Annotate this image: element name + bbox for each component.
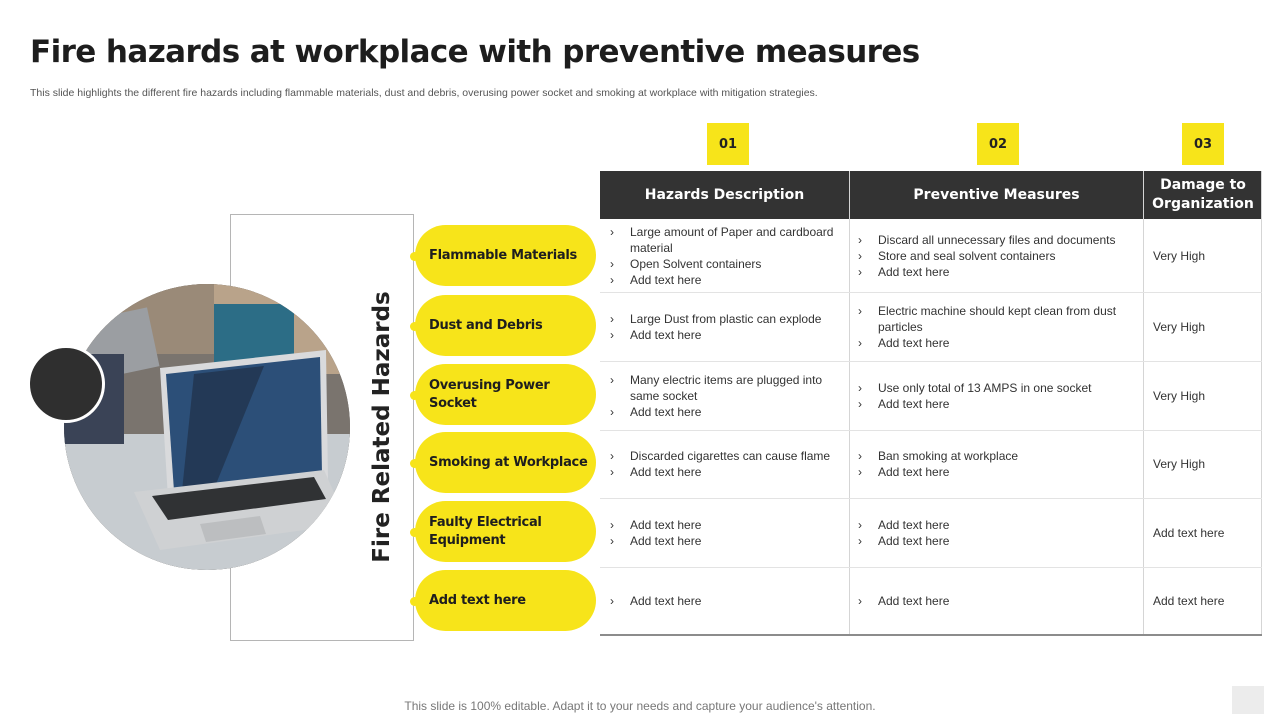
header-damage-to-organization: Damage to Organization (1144, 171, 1262, 219)
bullet-item: › Add text here (610, 533, 842, 549)
bullet-item: › Many electric items are plugged into same socket (610, 372, 842, 404)
bullet-item: › Store and seal solvent containers (858, 248, 1138, 264)
bullet-item: › Add text here (858, 517, 1138, 533)
hazard-pill: Add text here (415, 570, 596, 631)
table-bottom-border (600, 634, 1262, 636)
vertical-section-label: Fire Related Hazards (369, 291, 395, 563)
hazard-pill: Overusing Power Socket (415, 364, 596, 425)
hazard-pill: Smoking at Workplace (415, 432, 596, 493)
bullet-item: › Add text here (610, 464, 842, 480)
damage-level-cell: Very High (1153, 248, 1206, 263)
corner-placeholder (1232, 686, 1264, 714)
damage-level-cell: Very High (1153, 319, 1206, 334)
header-preventive-measures: Preventive Measures (850, 171, 1143, 219)
hazard-description-cell (610, 498, 842, 567)
bullet-item: › Add text here (858, 396, 1138, 412)
bullet-item: › Add text here (610, 593, 842, 609)
bullet-item: › Add text here (858, 464, 1138, 480)
bullet-item: › Add text here (858, 533, 1138, 549)
damage-level-cell: Very High (1153, 388, 1206, 403)
bullet-item: › Discarded cigarettes can cause flame (610, 448, 842, 464)
header-hazards-description: Hazards Description (600, 171, 849, 219)
laptop-photo (64, 284, 350, 570)
damage-level-cell: Add text here (1153, 525, 1225, 540)
hazard-description-cell (610, 567, 842, 634)
hazard-pill: Dust and Debris (415, 295, 596, 356)
hazard-pill: Flammable Materials (415, 225, 596, 286)
bullet-item: › Add text here (858, 264, 1138, 280)
hazard-description-cell (610, 219, 842, 292)
bullet-item: › Add text here (610, 272, 842, 288)
bullet-item: › Ban smoking at workplace (858, 448, 1138, 464)
column-number-badge: 02 (977, 123, 1019, 165)
hazard-pill: Faulty Electrical Equipment (415, 501, 596, 562)
preventive-measure-cell (858, 430, 1138, 498)
hazard-description-cell (610, 361, 842, 430)
damage-level-cell: Very High (1153, 457, 1206, 471)
preventive-measure-cell (858, 219, 1138, 292)
bullet-item: › Add text here (610, 404, 842, 420)
bullet-item: › Add text here (858, 593, 1138, 609)
footer-note: This slide is 100% editable. Adapt it to your needs and capture your audience's attention. (404, 699, 876, 713)
slide-title: Fire hazards at workplace with preventive measures (30, 34, 920, 70)
bullet-item: › Large Dust from plastic can explode (610, 311, 842, 327)
bullet-item: › Electric machine should kept clean from dust particles (858, 303, 1138, 335)
hazard-description-cell (610, 430, 842, 498)
damage-level-cell: Add text here (1153, 593, 1225, 608)
bullet-item: › Add text here (858, 335, 1138, 351)
bullet-item: › Use only total of 13 AMPS in one socket (858, 380, 1138, 396)
slide-subtitle: This slide highlights the different fire hazards including flammable materials, dust and debris, overusing power socket and smoking at workplace with mitigation strategies. (30, 87, 818, 99)
preventive-measure-cell (858, 498, 1138, 567)
bullet-item: › Open Solvent containers (610, 256, 842, 272)
preventive-measure-cell (858, 361, 1138, 430)
preventive-measure-cell (858, 292, 1138, 361)
bullet-item: › Discard all unnecessary files and documents (858, 232, 1138, 248)
bullet-item: › Add text here (610, 327, 842, 343)
bullet-item: › Add text here (610, 517, 842, 533)
hazard-description-cell (610, 292, 842, 361)
preventive-measure-cell (858, 567, 1138, 634)
bullet-item: › Large amount of Paper and cardboard material (610, 224, 842, 256)
column-number-badge: 01 (707, 123, 749, 165)
dark-circle-accent (27, 345, 105, 423)
column-number-badge: 03 (1182, 123, 1224, 165)
